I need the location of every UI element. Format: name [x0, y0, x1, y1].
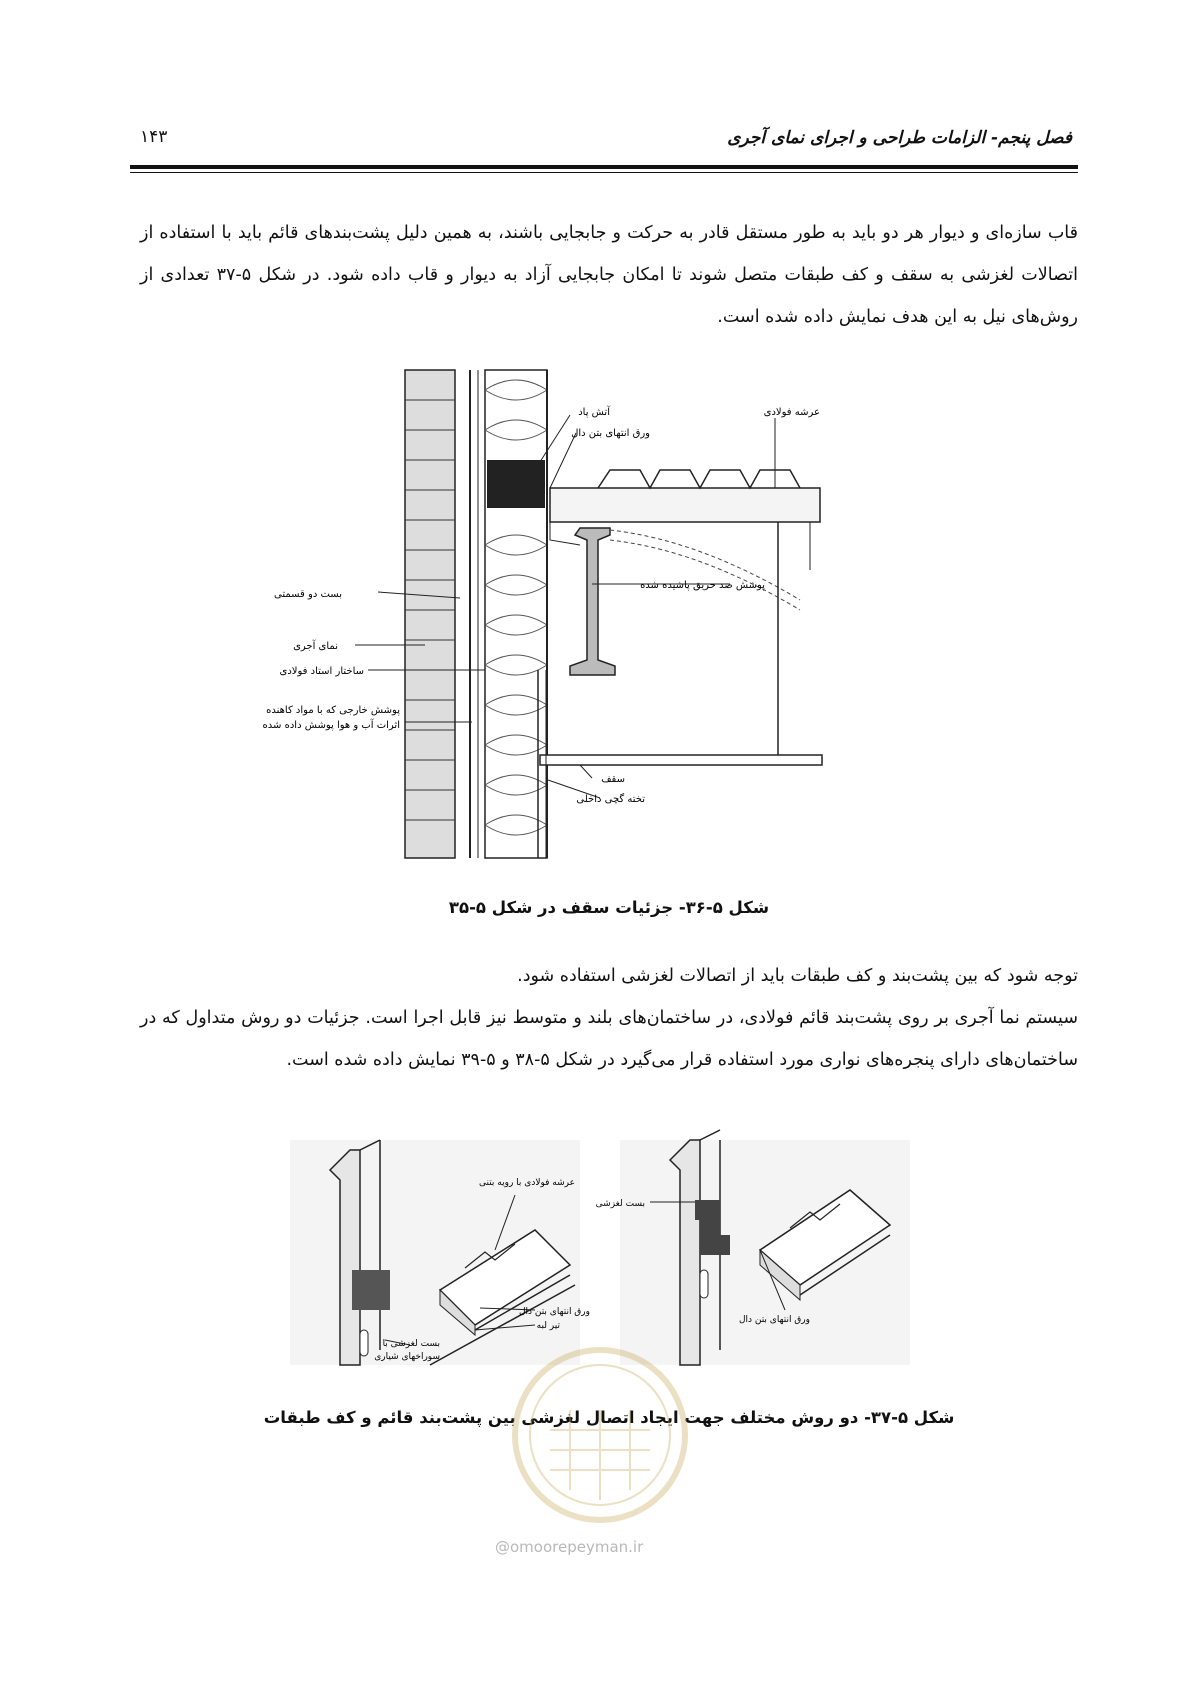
fire-pad-block [487, 460, 545, 508]
label-interior-gypsum: تخته گچی داخلی [576, 794, 645, 805]
ceiling-detail-drawing [262, 370, 870, 860]
label-exterior-sheathing-1: پوشش خارجی که با مواد کاهنده [266, 705, 400, 716]
label-fire-pad: آتش پاد [578, 407, 610, 418]
brick-wall [405, 370, 455, 858]
label-sprayed-fire-protection: پوشش ضد حریق پاشیده شده [640, 580, 765, 591]
label-brick-facade: نمای آجری [293, 641, 338, 652]
label-slab-edge-left: ورق انتهای بتن دال [518, 1307, 590, 1317]
label-two-part-tie: بست دو قسمتی [274, 589, 342, 600]
page-number: ۱۴۳ [140, 127, 168, 147]
right-detail [620, 1130, 910, 1365]
header-rule-thin [130, 172, 1078, 173]
label-slotted-clip-1: بست لغزشی با [382, 1339, 440, 1349]
figure-ceiling-detail [262, 370, 870, 860]
ceiling-board [540, 755, 822, 765]
chapter-title: فصل پنجم- الزامات طراحی و اجرای نمای آجری [727, 128, 1072, 148]
figure1-caption: شکل ۵-۳۶- جزئیات سقف در شکل ۵-۳۵ [448, 898, 770, 917]
label-slab-edge-right: ورق انتهای بتن دال [738, 1315, 810, 1325]
label-slab-edge-sheet: ورق انتهای بتن دال [571, 428, 650, 439]
paragraph-system: سیستم نما آجری بر روی پشت‌بند قائم فولادی، در ساختمان‌های بلند و متوسط نیز قابل اجرا است. جزئیات دو روش متداول که در ساختمان‌های دارای پنجره‌های نواری مورد استفاده قرار می‌گیرد در شکل ۵-۳۸ و ۵-۳۹ نمایش داده شده است. [140, 1008, 1078, 1070]
label-ceiling: سقف [601, 774, 625, 785]
label-slide-clip: بست لغزشی [595, 1199, 645, 1209]
header-rule [130, 165, 1078, 169]
paragraph-intro: قاب سازه‌ای و دیوار هر دو باید به طور مستقل قادر به حرکت و جابجایی باشند، به همین دلیل پشت‌بندهای قائم باید با استفاده از اتصالات لغزشی به سقف و کف طبقات متصل شوند تا امکان جابجایی آزاد به دیوار و قاب داده شود. در شکل ۵-۳۷ تعدادی از روش‌های نیل به این هدف نمایش داده شده است. [140, 223, 1078, 327]
concrete-slab [550, 488, 820, 522]
watermark-url: @omoorepeyman.ir [495, 1538, 644, 1556]
steel-beam [570, 528, 615, 675]
figure2-caption: شکل ۵-۳۷- دو روش مختلف جهت ایجاد اتصال لغزشی بین پشت‌بند قائم و کف طبقات [263, 1408, 955, 1427]
label-steel-deck: عرشه فولادی [763, 407, 820, 418]
slotted-clip [352, 1270, 390, 1310]
label-edge-beam: تیر لبه [536, 1321, 560, 1331]
steel-deck-profile [598, 470, 800, 488]
label-steel-stud: ساختار استاد فولادی [279, 666, 364, 677]
label-deck-concrete: عرشه فولادی با رویه بتنی [479, 1178, 575, 1188]
label-exterior-sheathing-2: اثرات آب و هوا پوشش داده شده [262, 720, 400, 731]
label-slotted-clip-2: سوراخهای شیاری [374, 1352, 440, 1362]
left-detail [290, 1140, 580, 1365]
paragraph-note: توجه شود که بین پشت‌بند و کف طبقات باید از اتصالات لغزشی استفاده شود. [517, 966, 1078, 986]
